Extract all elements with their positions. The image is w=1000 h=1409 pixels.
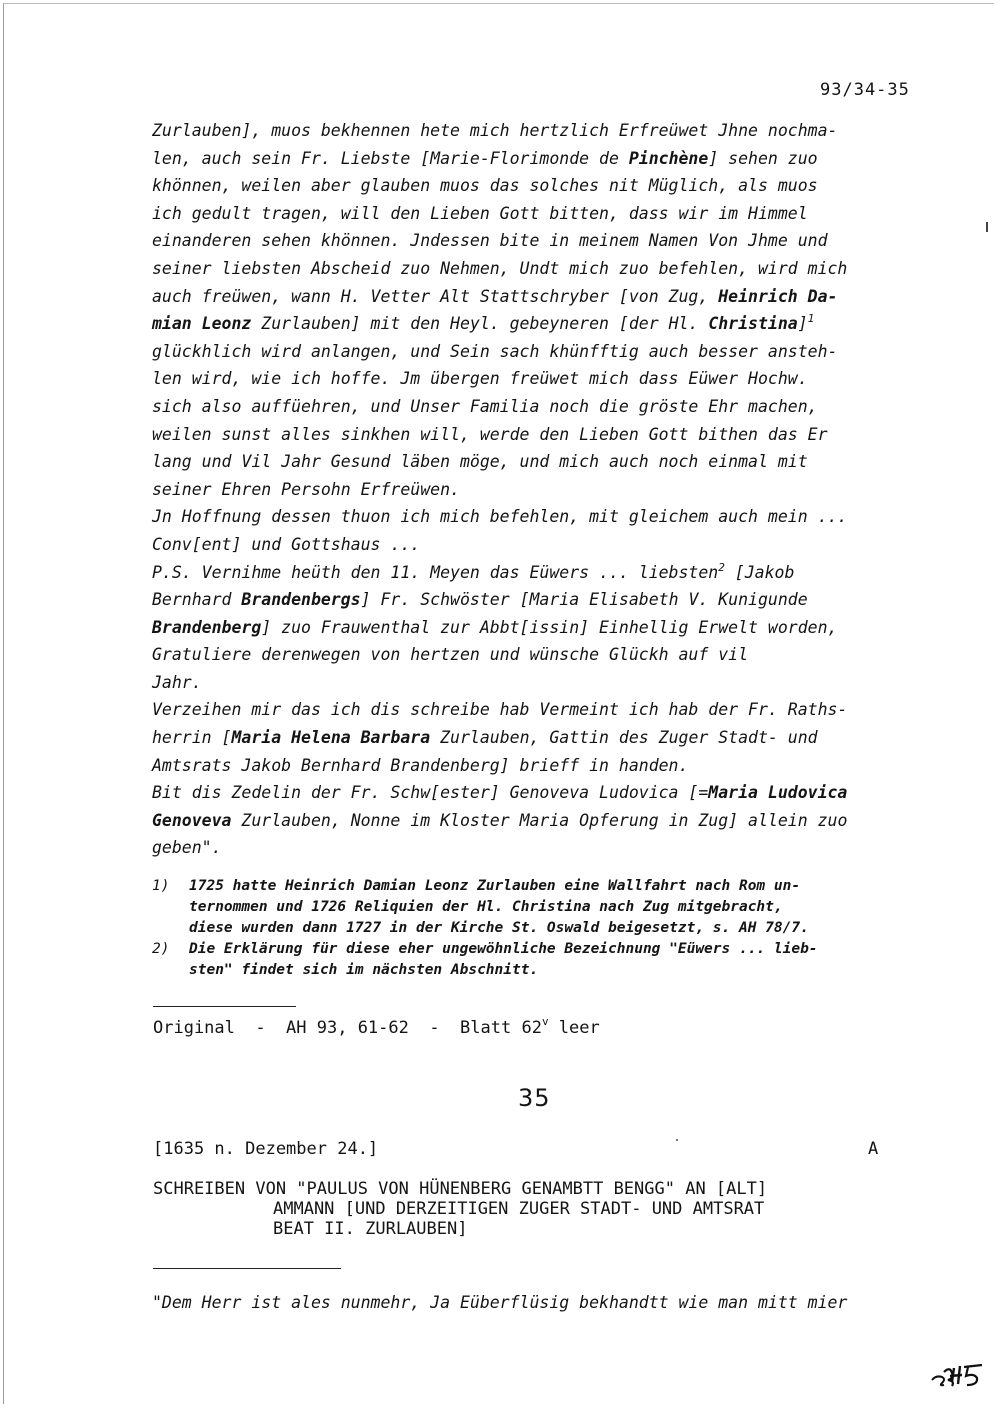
text-segment: ] zuo Frauwenthal zur Abbt[issin] Einhellig Erwelt worden,: [261, 617, 838, 637]
bold-name: Christina: [708, 314, 798, 334]
footnote-text: ternommen und 1726 Reliquien der Hl. Christina nach Zug mitgebracht,: [189, 899, 783, 915]
heading-line: BEAT II. ZURLAUBEN]: [273, 1219, 468, 1239]
text-segment: seiner Ehren Persohn Erfreüwen.: [152, 479, 460, 499]
heading-line: SCHREIBEN VON "PAULUS VON HÜNENBERG GENAMBTT BENGG" AN [ALT]: [153, 1179, 768, 1199]
body-line: [152, 641, 932, 669]
footnote-number: [152, 918, 189, 939]
text-segment: len, auch sein Fr. Liebste [Marie-Florimonde de: [152, 148, 629, 168]
body-line: [152, 779, 932, 807]
text-segment: Gratuliere derenwegen von hertzen und wünsche Glückh auf vil: [152, 645, 749, 665]
footnote-number: [152, 897, 189, 918]
footnote-line: [152, 876, 932, 897]
page-reference: 93/34-35: [820, 80, 910, 100]
source-verso-mark: v: [541, 1015, 549, 1028]
text-segment: geben".: [152, 838, 222, 858]
document-date: [1635 n. Dezember 24.]: [153, 1139, 379, 1159]
text-segment: ich gedult tragen, will den Lieben Gott bitten, dass wir im Himmel: [152, 203, 808, 223]
body-line: [152, 421, 932, 449]
body-line: [152, 559, 932, 587]
text-segment: glückhlich wird anlangen, und Sein sach khünfftig auch besser ansteh-: [152, 341, 838, 361]
footnote-number: [152, 960, 189, 981]
footnote-ref: 2: [718, 560, 725, 574]
text-segment: [Jakob: [724, 562, 795, 582]
footnote-number: 1): [152, 878, 170, 894]
body-line: [152, 283, 932, 311]
source-text: Original - AH 93, 61-62 - Blatt 62: [153, 1018, 542, 1038]
bold-name: Heinrich Da-: [718, 286, 838, 306]
body-line: [152, 807, 932, 835]
letter-body-text: [152, 117, 932, 862]
text-segment: einanderen sehen khönnen. Jndessen bite in meinem Namen Von Jhme und: [152, 231, 828, 251]
heading-divider: [153, 1268, 341, 1269]
scan-dot: [676, 1139, 678, 1141]
footnote-number: 2): [152, 941, 170, 957]
bold-name: mian Leonz: [152, 314, 252, 334]
footnote-text: Die Erklärung für diese eher ungewöhnliche Bezeichnung "Eüwers ... lieb-: [189, 941, 818, 957]
text-segment: ]: [797, 314, 808, 334]
text-segment: auch freüwen, wann H. Vetter Alt Stattschryber [von Zug,: [152, 286, 719, 306]
quote-opening-line: "Dem Herr ist ales nunmehr, Ja Eüberflüsig bekhandtt wie man mitt mier: [152, 1293, 848, 1312]
body-line: [152, 310, 932, 338]
text-segment: sich also auffüehren, und Unser Familia noch die gröste Ehr machen,: [152, 396, 818, 416]
scan-edge-mark: [986, 222, 988, 232]
body-line: [152, 724, 932, 752]
body-line: [152, 338, 932, 366]
body-line: [152, 393, 932, 421]
footnote-text: 1725 hatte Heinrich Damian Leonz Zurlauben eine Wallfahrt nach Rom un-: [189, 878, 801, 894]
body-line: [152, 834, 932, 862]
document-type-marker: A: [868, 1139, 879, 1159]
body-line: [152, 586, 932, 614]
text-segment: Zurlauben, Nonne im Kloster Maria Opferung in Zug] allein zuo: [231, 810, 848, 830]
footnote-line: [152, 897, 932, 918]
text-segment: Zurlauben] mit den Heyl. gebeyneren [der Hl.: [251, 314, 709, 334]
text-segment: ] Fr. Schwöster [Maria Elisabeth V. Kunigunde: [360, 590, 808, 610]
text-segment: Zurlauben], muos bekhennen hete mich hertzlich Erfreüwet Jhne nochma-: [152, 121, 838, 140]
footnotes: [152, 876, 932, 981]
footnote-line: [152, 939, 932, 960]
body-line: [152, 614, 932, 642]
text-segment: len wird, wie ich hoffe. Jm übergen freüwet mich dass Eüwer Hochw.: [152, 369, 808, 389]
source-reference: [153, 1015, 600, 1038]
body-line: [152, 696, 932, 724]
body-line: [152, 200, 932, 228]
text-segment: Conv[ent] und Gottshaus ...: [152, 534, 421, 554]
bold-name: Genoveva: [152, 810, 232, 830]
body-line: [152, 255, 932, 283]
body-line: [152, 172, 932, 200]
body-line: [152, 365, 932, 393]
text-segment: Jn Hoffnung dessen thuon ich mich befehlen, mit gleichem auch mein ...: [152, 507, 848, 527]
body-line: [152, 503, 932, 531]
text-segment: seiner liebsten Abscheid zuo Nehmen, Undt mich zuo befehlen, wird mich: [152, 258, 848, 278]
text-segment: Bit dis Zedelin der Fr. Schw[ester] Genoveva Ludovica [=: [152, 783, 709, 803]
heading-line: AMMANN [UND DERZEITIGEN ZUGER STADT- UND AMTSRAT: [273, 1199, 765, 1219]
text-segment: lang und Vil Jahr Gesund läben möge, und mich auch noch einmal mit: [152, 452, 808, 472]
footnote-line: [152, 918, 932, 939]
text-segment: khönnen, weilen aber glauben muos das solches nit Müglich, als muos: [152, 176, 818, 196]
section-divider: [153, 1006, 296, 1007]
body-line: [152, 145, 932, 173]
text-segment: ] sehen zuo: [708, 148, 818, 168]
bold-name: Brandenbergs: [241, 590, 361, 610]
document-number: 35: [518, 1084, 551, 1112]
text-segment: Bernhard: [152, 590, 242, 610]
body-line: [152, 476, 932, 504]
body-line: [152, 227, 932, 255]
bold-name: Maria Helena Barbara: [231, 728, 431, 748]
text-segment: weilen sunst alles sinkhen will, werde den Lieben Gott bithen das Er: [152, 424, 828, 444]
text-segment: Amtsrats Jakob Bernhard Brandenberg] brieff in handen.: [152, 755, 689, 775]
text-segment: Verzeihen mir das ich dis schreibe hab Vermeint ich hab der Fr. Raths-: [152, 700, 848, 720]
body-line: [152, 448, 932, 476]
footnote-text: diese wurden dann 1727 in der Kirche St. Oswald beigesetzt, s. AH 78/7.: [189, 920, 809, 936]
body-line: [152, 669, 932, 697]
bold-name: Maria Ludovica: [708, 783, 848, 803]
bold-name: Pinchène: [628, 148, 709, 168]
footnote-ref: 1: [807, 312, 815, 326]
text-segment: herrin [: [152, 728, 232, 748]
source-suffix: leer: [548, 1018, 600, 1038]
footnote-text: sten" findet sich im nächsten Abschnitt.: [189, 962, 539, 978]
text-segment: Jahr.: [152, 672, 202, 692]
footnote-line: [152, 960, 932, 981]
body-line: [152, 752, 932, 780]
body-line: [152, 117, 932, 145]
body-line: [152, 531, 932, 559]
text-segment: Zurlauben, Gattin des Zuger Stadt- und: [430, 728, 818, 748]
document-heading: [153, 1179, 767, 1239]
text-segment: P.S. Vernihme heüth den 11. Meyen das Eüwers ... liebsten: [152, 562, 719, 582]
handwritten-folio-stamp: [930, 1358, 984, 1388]
bold-name: Brandenberg: [152, 617, 262, 637]
